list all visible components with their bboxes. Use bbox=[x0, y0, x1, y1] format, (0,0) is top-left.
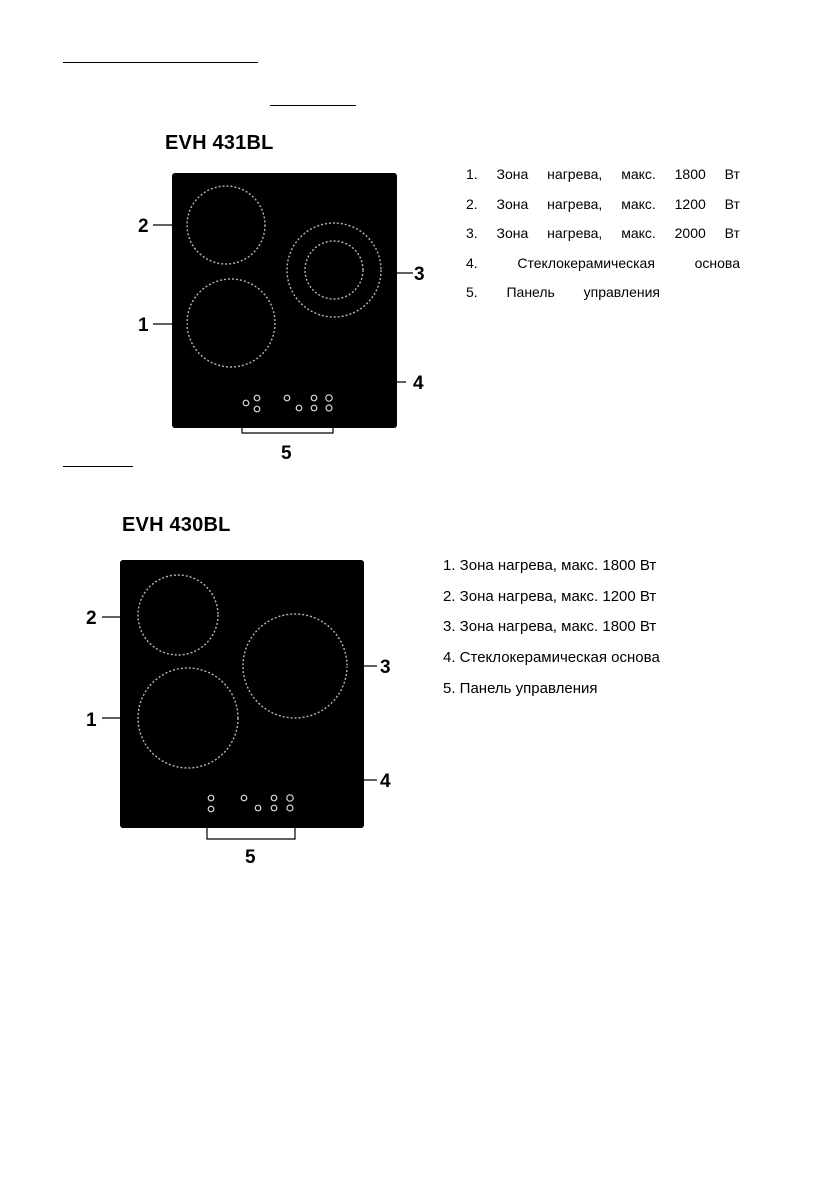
model-2-callout-1: 1 bbox=[86, 710, 97, 731]
model-2-callout-3: 3 bbox=[380, 657, 391, 678]
model-1-legend-item: 4. Стеклокерамическая основа bbox=[466, 254, 740, 271]
model-1-legend-item: 1. Зона нагрева, макс. 1800 Вт bbox=[466, 166, 740, 182]
model-2-legend-item: 1. Зона нагрева, макс. 1800 Вт bbox=[443, 557, 657, 574]
model-2-legend-item: 2. Зона нагрева, макс. 1200 Вт bbox=[443, 587, 657, 605]
model-1-callout-1: 1 bbox=[138, 315, 149, 336]
model-2-legend-item: 3. Зона нагрева, макс. 1800 Вт bbox=[443, 618, 657, 636]
model-2-hob-diagram bbox=[80, 552, 410, 872]
header-rule-2 bbox=[270, 105, 356, 106]
model-1-title: EVH 431BL bbox=[165, 132, 274, 154]
model-1-callout-2: 2 bbox=[138, 216, 149, 237]
model-2-legend bbox=[443, 555, 660, 708]
model-1-callout-3: 3 bbox=[414, 264, 425, 285]
model-1-callout-4: 4 bbox=[413, 373, 424, 394]
model-1-legend-item: 2. Зона нагрева, макс. 1200 Вт bbox=[466, 195, 740, 212]
model-1-legend bbox=[466, 163, 740, 311]
model-2-callout-4: 4 bbox=[380, 771, 391, 792]
section-rule bbox=[63, 466, 133, 467]
model-1-legend-item: 5. Панель управления bbox=[466, 284, 660, 300]
model-1-callout-5: 5 bbox=[281, 443, 292, 464]
header-rule-1 bbox=[63, 62, 258, 63]
model-1-glass-panel bbox=[172, 173, 397, 428]
model-1-legend-item: 3. Зона нагрева, макс. 2000 Вт bbox=[466, 225, 740, 241]
model-2-legend-item: 5. Панель управления bbox=[443, 679, 598, 697]
model-2-glass-panel bbox=[120, 560, 364, 828]
model-2-legend-item: 4. Стеклокерамическая основа bbox=[443, 649, 660, 667]
model-2-title: EVH 430BL bbox=[122, 514, 231, 536]
model-2-callout-5: 5 bbox=[245, 847, 256, 868]
model-2-callout-2: 2 bbox=[86, 608, 97, 629]
model-1-hob-diagram bbox=[130, 165, 430, 465]
